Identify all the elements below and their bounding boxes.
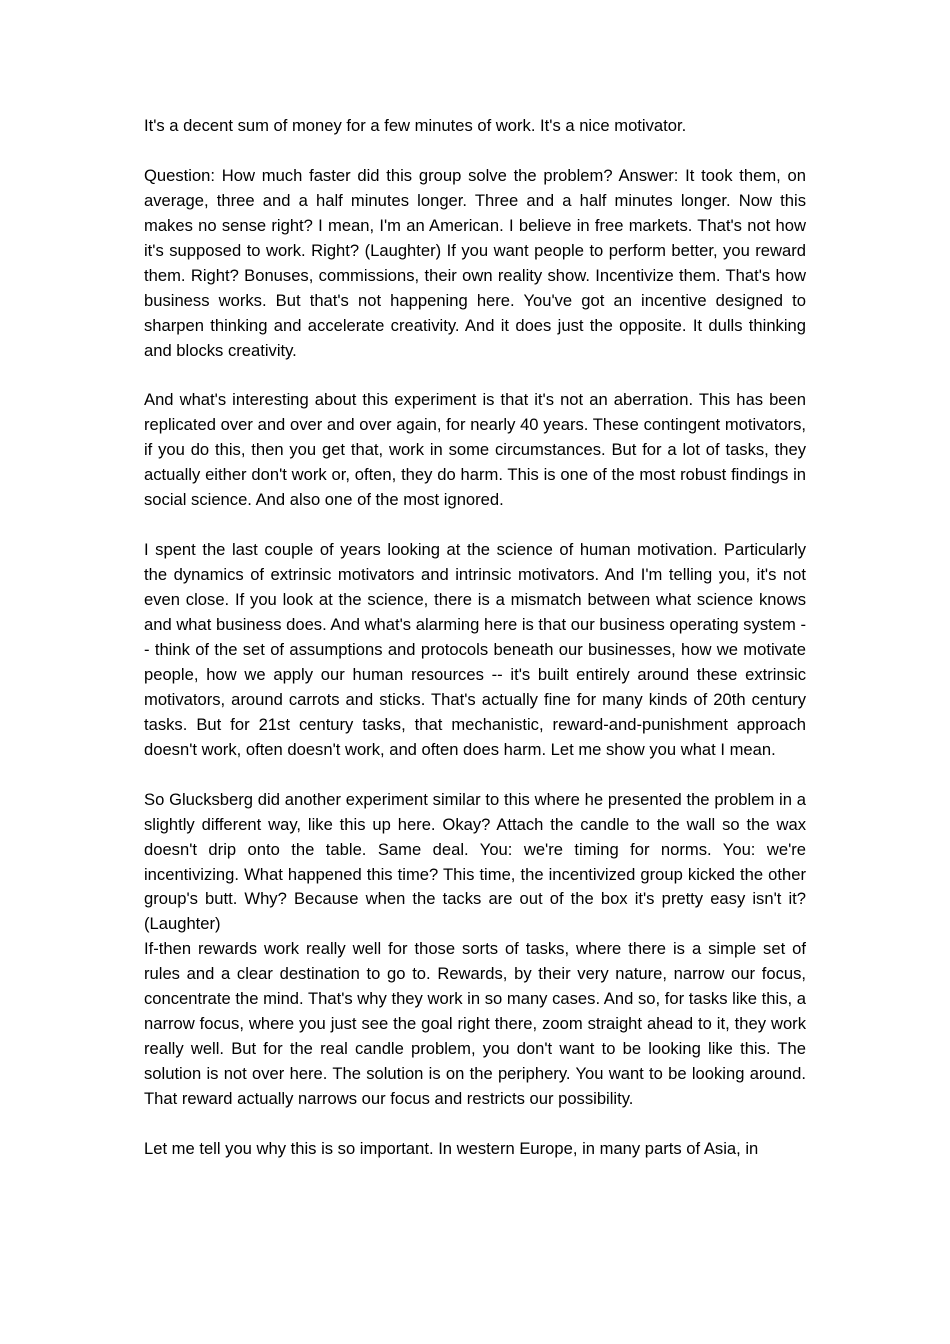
paragraph-motivator: It's a decent sum of money for a few minutes of work. It's a nice motivator. bbox=[144, 116, 687, 135]
paragraph-importance: Let me tell you why this is so important. In western Europe, in many parts of Asia, in bbox=[144, 1139, 759, 1158]
paragraph-if-then-rewards: If-then rewards work really well for those sorts of tasks, where there is a simple set of rules and a clear destination to go to. Rewards, by their very nature, narrow our focus, concentrate the mind. That's why they work in so many cases. And so, for tasks like this, a narrow focus, where you just see the goal right there, zoom straight ahead to it, they work really well. But for the real candle problem, you don't want to be looking like this. The solution is not over here. The solution is on the periphery. You want to be looking around. That reward actually narrows our focus and restricts our possibility. bbox=[144, 939, 806, 1109]
paragraph-science-mismatch: I spent the last couple of years looking at the science of human motivation. Particularly the dynamics of extrinsic motivators and intrinsic motivators. And I'm telling you, it's not even close. If you look at the science, there is a mismatch between what science knows and what business does. And what's alarming here is that our business operating system -- think of the set of assumptions and protocols beneath our businesses, how we motivate people, how we apply our human resources -- it's built entirely around these extrinsic motivators, around carrots and sticks. That's actually fine for many kinds of 20th century tasks. But for 21st century tasks, that mechanistic, reward-and-punishment approach doesn't work, often doesn't work, and often does harm. Let me show you what I mean. bbox=[144, 540, 806, 759]
paragraph-results: Question: How much faster did this group solve the problem? Answer: It took them, on average, three and a half minutes longer. Three and a half minutes longer. Now this makes no sense right? I mean, I'm an American. I believe in free markets. That's not how it's supposed to work. Right? (Laughter) If you want people to perform better, you reward them. Right? Bonuses, commissions, their own reality show. Incentivize them. That's how business works. But that's not happening here. You've got an incentive designed to sharpen thinking and accelerate creativity. And it does just the opposite. It dulls thinking and blocks creativity. bbox=[144, 165, 806, 360]
paragraph-glucksberg: So Glucksberg did another experiment similar to this where he presented the problem in a slightly different way, like this up here. Okay? Attach the candle to the wall so the wax doesn't drip onto the table. Same deal. You: we're timing for norms. You: we're incentivizing. What happened this time? This time, the incentivized group kicked the other group's butt. Why? Because when the tacks are out of the box it's pretty easy isn't it? (Laughter) bbox=[144, 789, 806, 934]
paragraph-replicated: And what's interesting about this experiment is that it's not an aberration. This has been replicated over and over and over again, for nearly 40 years. These contingent motivators, if you do this, then you get that, work in some circumstances. But for a lot of tasks, they actually either don't work or, often, they do harm. This is one of the most robust findings in social science. And also one of the most ignored. bbox=[144, 390, 806, 510]
document-page bbox=[144, 114, 806, 1162]
